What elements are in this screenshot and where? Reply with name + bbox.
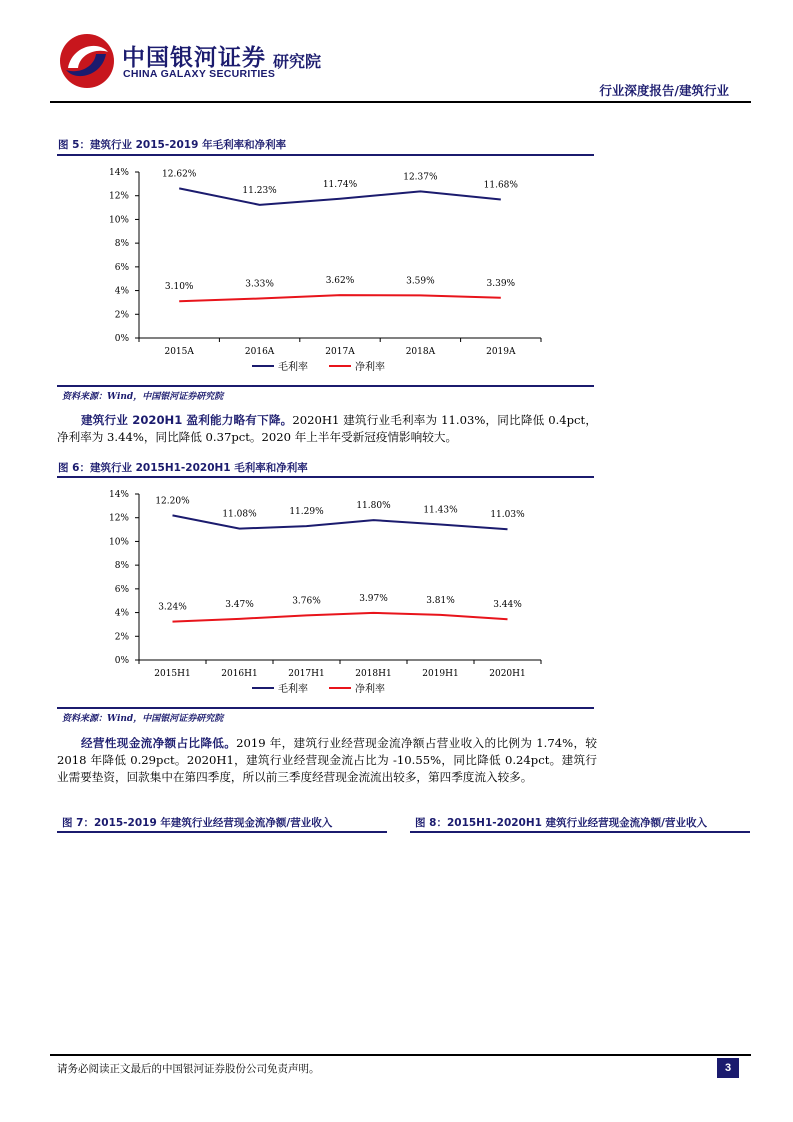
figure-6-series-1-data-label: 11.03%: [490, 510, 525, 521]
figure-5-legend-label-1: 毛利率: [278, 362, 308, 373]
figure-6-series-2-data-label: 3.47%: [225, 599, 254, 610]
figure-6-y-tick-label: 10%: [108, 537, 129, 548]
figure-6-series-2-data-label: 3.97%: [359, 593, 388, 604]
figure-6-source: 资料来源：Wind，中国银河证券研究院: [62, 714, 224, 724]
figure-6-series-2-data-label: 3.24%: [158, 602, 187, 613]
figure-6-x-tick-label: 2016H1: [221, 669, 258, 679]
figure-5-source: 资料来源：Wind，中国银河证券研究院: [62, 392, 224, 402]
figure-5-series-1-data-label: 11.74%: [322, 179, 358, 190]
paragraph-cashflow-lead: 经营性现金流净额占比降低。: [81, 736, 237, 750]
figure-5-series-2-line: [179, 295, 501, 301]
figure-5-series-2-data-label: 3.59%: [406, 276, 435, 287]
header-divider: [50, 101, 751, 103]
figure-6-y-tick-label: 14%: [108, 490, 129, 500]
figure-6-series-1-data-label: 11.80%: [356, 501, 391, 512]
figure-6-series-2-data-label: 3.76%: [292, 596, 321, 607]
footer-divider: [50, 1054, 751, 1056]
figure-5-series-1-data-label: 11.68%: [483, 180, 518, 191]
figure-5-series-1-data-label: 12.37%: [403, 172, 438, 183]
figure-5-y-tick-label: 14%: [108, 168, 129, 178]
figure-6-series-1-data-label: 11.29%: [289, 507, 324, 518]
figure-6-x-tick-label: 2015H1: [154, 669, 191, 679]
figure-5-y-tick-label: 4%: [114, 286, 129, 297]
figure-5-series-2-data-label: 3.33%: [245, 279, 274, 290]
figure-6-series-1-data-label: 11.08%: [222, 509, 257, 520]
figure-5-x-tick-label: 2019A: [486, 347, 516, 357]
figure-6-y-tick-label: 6%: [114, 584, 129, 595]
paragraph-profitability-body: 2020H1 建筑行业毛利率为 11.03%，同比降低 0.4pct，净利率为 3.44%，同比降低 0.37pct。2020 年上半年受新冠疫情影响较大。: [57, 413, 597, 444]
figure-6-title: 图 6：建筑行业 2015H1-2020H1 毛利率和净利率: [58, 462, 308, 474]
paragraph-profitability-lead: 建筑行业 2020H1 盈利能力略有下降。: [81, 413, 293, 427]
figure-6-x-tick-label: 2018H1: [355, 669, 392, 679]
figure-6-legend-label-2: 净利率: [355, 684, 385, 695]
figure-5-x-tick-label: 2015A: [164, 347, 194, 357]
figure-5-series-1-line: [179, 185, 501, 204]
footer-disclaimer: 请务必阅读正文最后的中国银河证券股份公司免责声明。: [57, 1063, 320, 1075]
figure-6-series-2-line: [173, 613, 508, 622]
figure-5-x-tick-label: 2018A: [405, 347, 436, 357]
figure-5-y-tick-label: 2%: [114, 310, 129, 321]
figure-6-series-2-data-label: 3.81%: [426, 595, 455, 606]
figure-8-title: 图 8：2015H1-2020H1 建筑行业经营现金流净额/营业收入: [415, 817, 707, 829]
logo-english-name: CHINA GALAXY SECURITIES: [123, 68, 276, 80]
figure-5-y-tick-label: 0%: [114, 334, 129, 344]
paragraph-cashflow: [57, 735, 597, 785]
figure-6-x-tick-label: 2019H1: [422, 669, 459, 679]
figure-6-y-tick-label: 8%: [114, 561, 129, 572]
figure-6-series-2-data-label: 3.44%: [493, 600, 522, 611]
figure-5-legend-label-2: 净利率: [355, 362, 385, 373]
figure-5-chart: [57, 156, 594, 384]
logo-chinese-name: 中国银河证券: [122, 45, 266, 71]
figure-6-bottom-rule: [57, 707, 594, 709]
paragraph-profitability: [57, 412, 597, 446]
figure-5-x-tick-label: 2016A: [244, 347, 275, 357]
figure-5-bottom-rule: [57, 385, 594, 387]
figure-5-y-tick-label: 8%: [114, 239, 129, 250]
figure-6-legend-label-1: 毛利率: [278, 684, 308, 695]
figure-6-y-tick-label: 12%: [108, 513, 129, 524]
figure-7-title: 图 7：2015-2019 年建筑行业经营现金流净额/营业收入: [62, 817, 333, 829]
logo-institute: 研究院: [273, 52, 322, 71]
figure-5-y-tick-label: 6%: [114, 262, 129, 273]
page-number: 3: [717, 1058, 739, 1078]
figure-5-x-tick-label: 2017A: [325, 347, 355, 357]
figure-5-series-2-data-label: 3.39%: [486, 278, 516, 289]
figure-6-x-tick-label: 2020H1: [489, 669, 526, 679]
figure-5-series-2-data-label: 3.10%: [164, 282, 194, 293]
figure-6-series-1-data-label: 11.43%: [423, 505, 458, 516]
figure-6-x-tick-label: 2017H1: [288, 669, 325, 679]
figure-5-series-1-data-label: 12.62%: [162, 169, 197, 180]
galaxy-logo-icon: [58, 32, 116, 90]
report-type: 行业深度报告/建筑行业: [599, 83, 729, 98]
figure-6-y-tick-label: 2%: [114, 632, 129, 643]
figure-6-chart-svg: [57, 478, 594, 706]
figure-5-series-2-data-label: 3.62%: [325, 276, 355, 287]
figure-6-series-1-data-label: 12.20%: [155, 496, 190, 507]
figure-5-y-tick-label: 12%: [108, 191, 129, 202]
figure-5-y-tick-label: 10%: [108, 215, 129, 226]
paragraph-cashflow-body: 2019 年，建筑行业经营现金流净额占营业收入的比例为 1.74%，较 2018 年降低 0.29pct。2020H1，建筑行业经营现金流占比为 -10.55%，同比降低 0.24pct。建筑行业需要垫资，回款集中在第四季度，所以前三季度经营现金流流出较多，第四季度流入较多。: [57, 736, 597, 784]
figure-5-title: 图 5：建筑行业 2015-2019 年毛利率和净利率: [58, 139, 287, 151]
figure-6-y-tick-label: 4%: [114, 608, 129, 619]
figure-5-chart-svg: [57, 156, 594, 384]
figure-6-chart: [57, 478, 594, 706]
figure-8-top-rule: [410, 831, 750, 833]
figure-6-y-tick-label: 0%: [114, 656, 129, 666]
figure-7-top-rule: [57, 831, 387, 833]
figure-5-series-1-data-label: 11.23%: [242, 185, 277, 196]
